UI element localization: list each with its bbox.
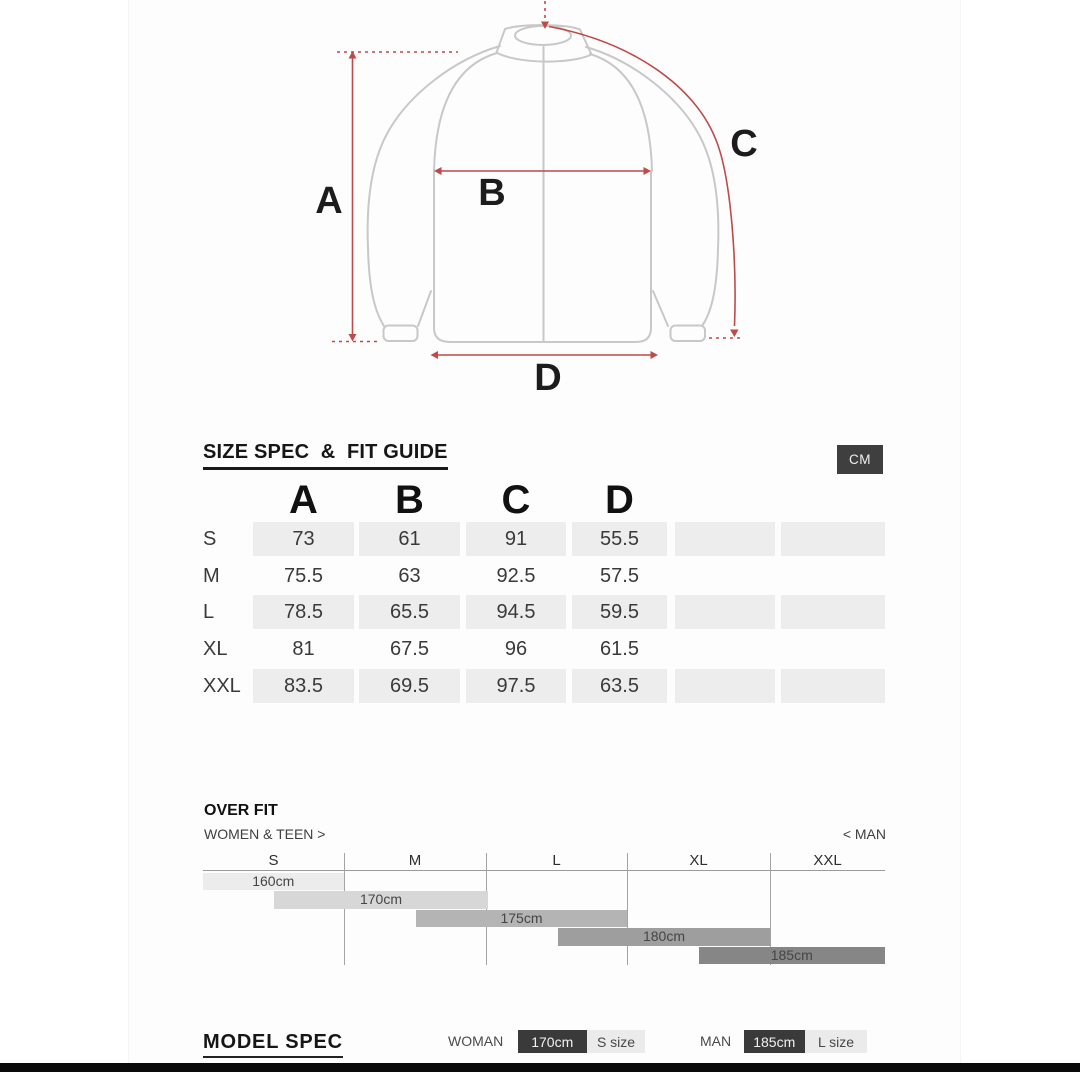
size-axis-xl: XL (689, 852, 708, 869)
cell-b: 65.5 (359, 595, 460, 629)
table-row-xl (203, 632, 885, 666)
size-axis-line (203, 870, 885, 871)
cell-d: 55.5 (572, 522, 667, 556)
row-size-label: XXL (203, 675, 241, 697)
cell-c: 97.5 (466, 669, 566, 703)
row-size-label: M (203, 565, 220, 587)
cell-b: 67.5 (390, 638, 429, 660)
column-header-c: C (501, 478, 531, 522)
size-divider (627, 853, 628, 965)
model-woman-label: WOMAN (448, 1033, 504, 1049)
size-divider (344, 853, 345, 965)
size-axis-xxl: XXL (813, 852, 842, 869)
table-row-s (203, 522, 885, 556)
left-underarm-seam (418, 291, 431, 326)
dimension-c-curve (549, 27, 735, 327)
right-underarm-seam (653, 291, 668, 326)
cell-d: 59.5 (572, 595, 667, 629)
cell-d: 57.5 (600, 565, 639, 587)
measure-label-b: B (478, 172, 506, 214)
size-axis-l: L (552, 852, 561, 869)
column-header-b: B (395, 478, 424, 522)
d-arrowhead-left (431, 351, 439, 359)
model-man-label: MAN (700, 1033, 732, 1049)
a-arrowhead-bottom (349, 334, 357, 342)
size-spec-title: SIZE SPEC & FIT GUIDE (203, 441, 448, 470)
cell-empty (781, 522, 885, 556)
cell-a: 75.5 (284, 565, 323, 587)
cell-empty (675, 522, 775, 556)
cell-d: 63.5 (572, 669, 667, 703)
cell-d: 61.5 (600, 638, 639, 660)
c-arrowhead (730, 330, 739, 338)
measure-label-a: A (315, 180, 343, 222)
cell-c: 94.5 (466, 595, 566, 629)
cell-c: 96 (504, 638, 528, 660)
table-row-l (203, 595, 885, 629)
cell-empty (781, 669, 885, 703)
cell-a: 81 (292, 638, 315, 660)
overfit-chart (203, 853, 885, 966)
jacket-outline (368, 25, 719, 342)
size-axis-m: M (408, 852, 422, 869)
right-cuff (671, 326, 706, 342)
cell-a: 78.5 (253, 595, 354, 629)
cell-empty (675, 632, 775, 666)
a-arrowhead-top (349, 51, 357, 59)
height-bar-180cm: 180cm (558, 928, 770, 946)
overfit-women-teen-label: WOMEN & TEEN > (204, 826, 326, 842)
model-woman-height: 170cm (518, 1030, 588, 1053)
column-header-d: D (605, 478, 634, 522)
left-cuff (384, 326, 418, 342)
model-woman-size: S size (587, 1030, 645, 1053)
cell-b: 61 (359, 522, 460, 556)
model-man-size: L size (805, 1030, 867, 1053)
row-size-label: L (203, 601, 215, 623)
cell-empty (781, 595, 885, 629)
row-size-label: XL (203, 638, 228, 660)
cell-b: 63 (398, 565, 421, 587)
right-sleeve-outline (586, 47, 718, 326)
dimension-lines (332, 1, 742, 355)
b-arrowhead-right (644, 167, 652, 175)
unit-badge: CM (837, 445, 883, 474)
cell-empty (675, 559, 775, 593)
model-spec-title: MODEL SPEC (203, 1031, 343, 1058)
cell-empty (781, 632, 885, 666)
cell-b: 69.5 (359, 669, 460, 703)
model-man-height: 185cm (744, 1030, 806, 1053)
cell-c: 91 (466, 522, 566, 556)
height-bar-170cm: 170cm (274, 891, 488, 909)
height-bar-175cm: 175cm (416, 910, 627, 928)
overfit-title: OVER FIT (204, 802, 278, 819)
height-bar-185cm: 185cm (699, 947, 886, 965)
table-row-xxl (203, 669, 885, 703)
cell-empty (675, 669, 775, 703)
b-arrowhead-left (434, 167, 442, 175)
jacket-measurement-diagram (0, 0, 1080, 430)
overfit-man-label: < MAN (842, 826, 886, 842)
measure-label-c: C (730, 123, 758, 165)
cell-a: 83.5 (253, 669, 354, 703)
cell-empty (675, 595, 775, 629)
table-row-m (203, 559, 885, 593)
d-arrowhead-right (651, 351, 659, 359)
cell-c: 92.5 (496, 565, 536, 587)
left-raglan-seam (434, 53, 497, 171)
size-axis-s: S (268, 852, 279, 869)
height-bar-160cm: 160cm (203, 873, 344, 891)
cell-a: 73 (253, 522, 354, 556)
measure-label-d: D (534, 357, 562, 399)
right-raglan-seam (590, 54, 652, 171)
column-header-a: A (289, 478, 318, 522)
cell-empty (781, 559, 885, 593)
bottom-divider-bar (0, 1063, 1080, 1072)
row-size-label: S (203, 528, 217, 550)
